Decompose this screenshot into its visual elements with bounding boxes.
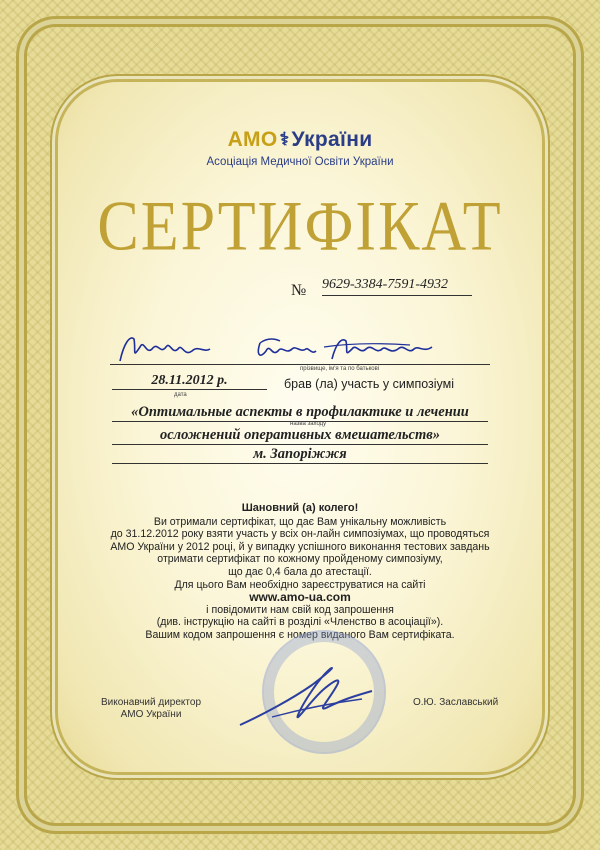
number-sign: № [291,282,307,299]
event-title-line1: «Оптимальные аспекты в профилактике и лечении [112,404,488,422]
director-signature [232,655,382,745]
date-caption: дата [174,392,187,398]
info-line: отримати сертифікат по кожному пройденому симпозіуму, [157,553,443,566]
name-underline [110,364,490,365]
director-title-line1: Виконавчий директор [100,697,202,708]
website-url: www.amo-ua.com [249,590,351,605]
info-line: що дає 0,4 бала до атестації. [228,565,372,578]
logo-ukraine: України [291,128,373,151]
director-title [96,697,206,721]
certificate-title: СЕРТИФІКАТ [97,187,503,266]
certificate-date: 28.11.2012 р. [112,373,267,390]
event-caption: назва заходу [290,421,327,427]
event-title-line2: осложнений оперативных вмешательств» [112,427,488,445]
info-text [80,502,520,642]
director-name: О.Ю. Заславський [413,697,499,708]
info-line: АМО України у 2012 році, й у випадку успішного виконання тестових завдань [110,540,490,553]
greeting: Шановний (а) колего! [241,502,359,514]
info-line: Для цього Вам необхідно зареєструватися на сайті [174,578,426,591]
info-line: Ви отримали сертифікат, що дає Вам унікальну можливість [153,515,447,528]
info-line: Вашим кодом запрошення є номер виданого Вам сертифіката. [145,628,455,641]
certificate-number: 9629-3384-7591-4932 [322,277,472,296]
took-part-text: брав (ла) участь у симпозіумі [284,377,455,391]
logo-subtitle: Асоціація Медичної Освіти України [206,156,394,168]
event-city: м. Запоріжжя [112,446,488,464]
handwritten-name [110,333,490,363]
info-line: до 31.12.2012 року взяти участь у всіх он-лайн симпозіумах, що проводяться [110,528,490,541]
info-line: (див. інструкцію на сайті в розділі «Членство в асоціації»). [156,616,444,629]
caduceus-book-icon: ⚕ [279,129,290,149]
director-title-line2: АМО України [120,709,182,720]
logo [0,128,600,152]
name-caption: прізвище, ім'я та по батькові [300,366,380,372]
info-line: і повідомити нам свій код запрошення [206,603,394,616]
logo-amo: АМО [227,128,278,151]
